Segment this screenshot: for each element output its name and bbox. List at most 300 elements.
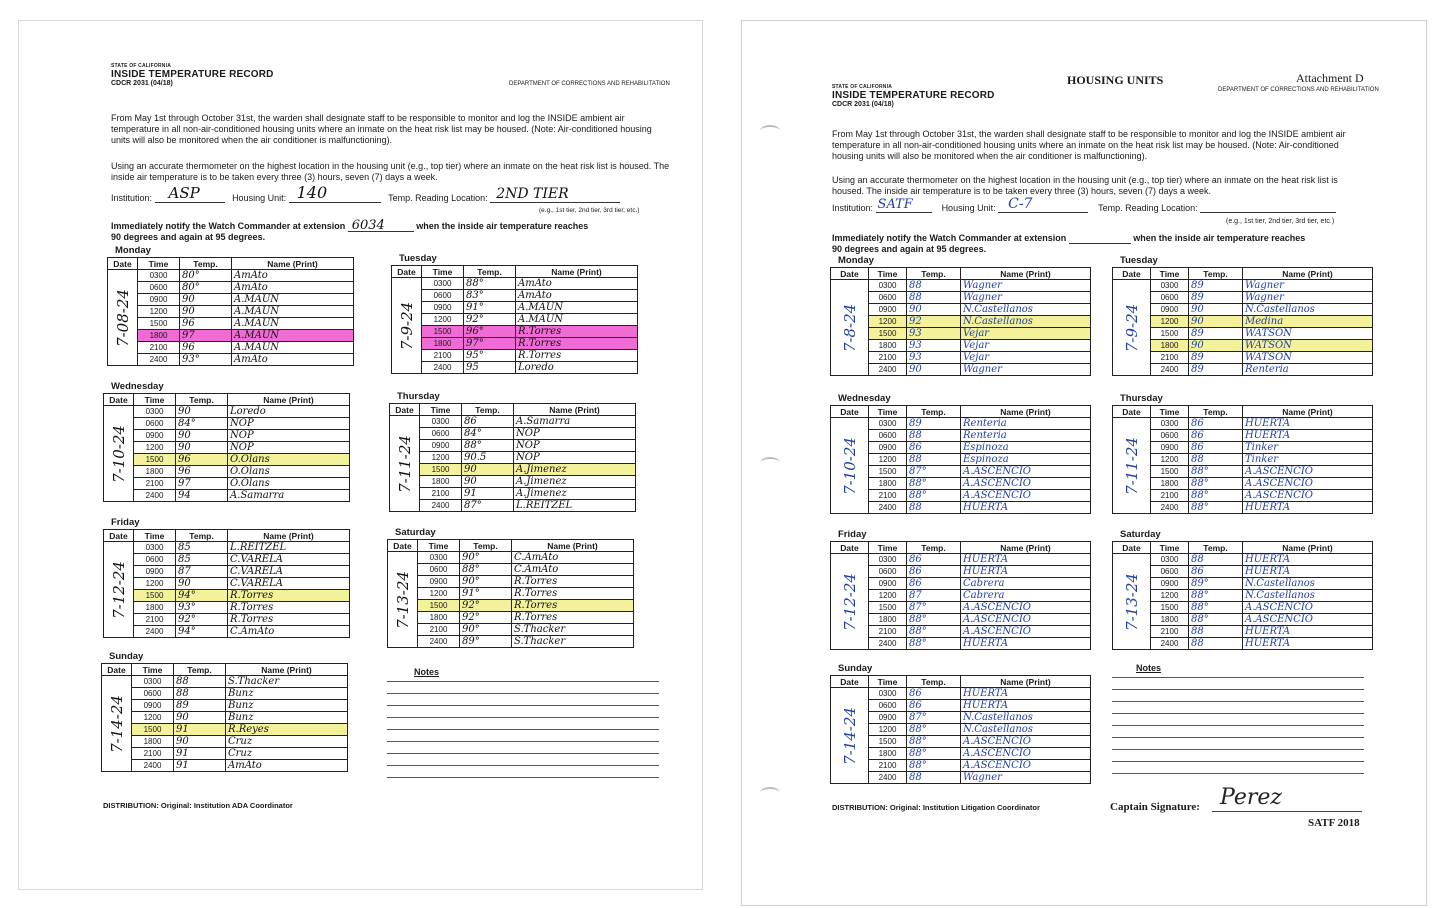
punch-hole (760, 457, 780, 469)
notes-line (387, 777, 659, 778)
table-row (831, 478, 1091, 490)
name-cell: A.MAUN (516, 314, 638, 326)
time-cell: 0600 (132, 688, 174, 700)
table-row (102, 688, 348, 700)
name-cell: WATSON (1243, 340, 1373, 352)
date-cell (1113, 554, 1151, 650)
table-row (392, 362, 638, 374)
time-cell: 0900 (138, 294, 180, 306)
right-day-label-monday: Monday (838, 255, 874, 266)
name-cell: Bunz (226, 700, 348, 712)
table-row (104, 590, 350, 602)
date-cell (831, 554, 869, 650)
table-row (831, 748, 1091, 760)
left-housing-label: Housing Unit: (232, 193, 287, 203)
temp-cell: 93° (176, 602, 228, 614)
date-cell (1113, 280, 1151, 376)
time-cell: 0900 (869, 304, 907, 316)
temp-cell: 88° (907, 638, 961, 650)
temp-cell: 88 (907, 280, 961, 292)
name-cell: A.ASCENCIO (1243, 466, 1373, 478)
column-header-time: Time (422, 266, 464, 278)
temp-cell: 90.5 (462, 452, 514, 464)
column-header-name: Name (Print) (961, 676, 1091, 688)
table-row (1113, 304, 1373, 316)
time-cell: 0900 (869, 442, 907, 454)
column-header-date: Date (1113, 542, 1151, 554)
left-table-sunday (101, 663, 348, 772)
table-row (831, 638, 1091, 650)
table-row (104, 554, 350, 566)
temp-cell: 90 (1189, 304, 1243, 316)
time-cell: 1800 (422, 338, 464, 350)
temp-cell: 89 (1189, 364, 1243, 376)
table-row (831, 614, 1091, 626)
temp-cell: 88° (907, 760, 961, 772)
time-cell: 2400 (869, 364, 907, 376)
time-cell: 1200 (1151, 316, 1189, 328)
date-cell (831, 280, 869, 376)
temp-cell: 96° (464, 326, 516, 338)
name-cell: Cabrera (961, 590, 1091, 602)
temp-cell: 88° (1189, 490, 1243, 502)
name-cell: A.Jimenez (514, 488, 636, 500)
name-cell: WATSON (1243, 328, 1373, 340)
temp-cell: 86 (907, 700, 961, 712)
temp-cell: 95 (464, 362, 516, 374)
name-cell: C.AmAto (512, 564, 634, 576)
name-cell: A.ASCENCIO (1243, 478, 1373, 490)
table-row (108, 282, 354, 294)
date-value: 7-13-24 (393, 570, 412, 629)
notes-line (387, 765, 659, 766)
column-header-name: Name (Print) (1243, 542, 1373, 554)
temp-cell: 86 (907, 566, 961, 578)
temp-cell: 88 (907, 772, 961, 784)
table-row (104, 566, 350, 578)
name-cell: A.MAUN (232, 342, 354, 354)
date-value: 7-12-24 (840, 572, 859, 631)
table-row (831, 292, 1091, 304)
temp-cell: 90 (1189, 316, 1243, 328)
table-row (1113, 614, 1373, 626)
name-cell: A.ASCENCIO (961, 602, 1091, 614)
column-header-temp: Temp. (907, 406, 961, 418)
time-cell: 1200 (134, 442, 176, 454)
temp-cell: 88 (1189, 554, 1243, 566)
column-header-name: Name (Print) (232, 258, 354, 270)
temp-cell: 88° (1189, 466, 1243, 478)
column-header-temp: Temp. (174, 664, 226, 676)
column-header-time: Time (138, 258, 180, 270)
table-row (1113, 442, 1373, 454)
table-row (388, 564, 634, 576)
temp-cell: 86 (907, 578, 961, 590)
temp-cell: 84° (462, 428, 514, 440)
temp-cell: 86 (907, 688, 961, 700)
table-row (388, 576, 634, 588)
date-value: 7-10-24 (840, 436, 859, 495)
time-cell: 1800 (138, 330, 180, 342)
name-cell: A.ASCENCIO (961, 490, 1091, 502)
left-intro-paragraph: From May 1st through October 31st, the warden shall designate staff to be responsible to monitor and log the INSIDE ambient air temperature in all non-air-conditioned housing units where an inmate on the heat risk list may be housed. (Note: Air-conditioned housing units will also be monitored when the air conditioner is malfunctioning). (111, 113, 652, 145)
name-cell: C.VARELA (228, 578, 350, 590)
left-table-friday (103, 529, 350, 638)
right-notify-a: Immediately notify the Watch Commander at extension (832, 233, 1067, 243)
name-cell: A.MAUN (232, 330, 354, 342)
table-row (831, 712, 1091, 724)
temp-cell: 85 (176, 542, 228, 554)
name-cell: C.AmAto (512, 552, 634, 564)
temp-cell: 97 (176, 478, 228, 490)
name-cell: HUERTA (1243, 638, 1373, 650)
left-housing-value: 140 (296, 183, 328, 202)
table-row (108, 318, 354, 330)
time-cell: 1200 (1151, 454, 1189, 466)
table-row (390, 476, 636, 488)
table-row (831, 554, 1091, 566)
column-header-date: Date (831, 542, 869, 554)
right-thermometer-paragraph: Using an accurate thermometer on the highest location in the housing unit (e.g., top tier) where an inmate on the heat risk list is housed. The inside air temperature is to be taken every three (3) hours, seven (7) days a week. (832, 175, 1338, 196)
column-header-time: Time (1151, 406, 1189, 418)
table-row (1113, 466, 1373, 478)
table-row (108, 354, 354, 366)
time-cell: 2400 (132, 760, 174, 772)
time-cell: 0300 (1151, 280, 1189, 292)
table-row (1113, 590, 1373, 602)
temp-cell: 87° (907, 712, 961, 724)
name-cell: Vejar (961, 352, 1091, 364)
time-cell: 0600 (422, 290, 464, 302)
left-day-label-thursday: Thursday (397, 391, 440, 402)
table-row (831, 688, 1091, 700)
temp-cell: 93 (907, 340, 961, 352)
left-institution-field (155, 184, 225, 203)
name-cell: Espinoza (961, 442, 1091, 454)
temp-cell: 86 (1189, 566, 1243, 578)
temp-cell: 88 (1189, 626, 1243, 638)
column-header-time: Time (869, 676, 907, 688)
time-cell: 0900 (418, 576, 460, 588)
time-cell: 1500 (132, 724, 174, 736)
temp-cell: 89° (460, 636, 512, 648)
captain-signature: Perez (1220, 785, 1282, 810)
temp-cell: 91 (174, 760, 226, 772)
table-row (104, 478, 350, 490)
name-cell: A.MAUN (516, 302, 638, 314)
right-housing-field (998, 196, 1088, 213)
table-row (831, 578, 1091, 590)
temp-cell: 89 (907, 418, 961, 430)
time-cell: 2400 (134, 626, 176, 638)
table-row (102, 736, 348, 748)
name-cell: A.ASCENCIO (961, 760, 1091, 772)
name-cell: Wagner (961, 292, 1091, 304)
notes-line (1112, 701, 1364, 702)
column-header-temp: Temp. (907, 542, 961, 554)
column-header-name: Name (Print) (228, 530, 350, 542)
temp-cell: 92° (464, 314, 516, 326)
temp-cell: 88 (907, 454, 961, 466)
time-cell: 2100 (869, 352, 907, 364)
table-row (831, 490, 1091, 502)
name-cell: Tinker (1243, 442, 1373, 454)
right-intro-paragraph: From May 1st through October 31st, the warden shall designate staff to be responsible to monitor and log the INSIDE ambient air temperature in all non-air-conditioned housing units where an inmate on the heat risk list may be housed. (Note: Air-conditioned housing units will also be monitored when the air conditioner is malfunctioning). (832, 129, 1346, 161)
time-cell: 0900 (134, 566, 176, 578)
name-cell: Wagner (961, 772, 1091, 784)
time-cell: 0600 (1151, 430, 1189, 442)
name-cell: Espinoza (961, 454, 1091, 466)
temp-cell: 90 (176, 430, 228, 442)
name-cell: Vejar (961, 340, 1091, 352)
column-header-time: Time (1151, 268, 1189, 280)
column-header-time: Time (1151, 542, 1189, 554)
name-cell: A.ASCENCIO (961, 748, 1091, 760)
left-table-saturday (387, 539, 634, 648)
column-header-time: Time (869, 542, 907, 554)
signature-line (1212, 811, 1362, 812)
temp-cell: 92° (176, 614, 228, 626)
name-cell: Loredo (228, 406, 350, 418)
left-department: DEPARTMENT OF CORRECTIONS AND REHABILITATION (509, 81, 670, 87)
right-department: DEPARTMENT OF CORRECTIONS AND REHABILITATION (1218, 87, 1379, 93)
right-form-number: CDCR 2031 (04/18) (832, 101, 894, 108)
time-cell: 2400 (869, 502, 907, 514)
column-header-name: Name (Print) (1243, 406, 1373, 418)
date-cell (831, 688, 869, 784)
table-row (392, 326, 638, 338)
name-cell: AmAto (232, 282, 354, 294)
name-cell: HUERTA (1243, 418, 1373, 430)
name-cell: R.Torres (228, 602, 350, 614)
name-cell: Bunz (226, 712, 348, 724)
table-row (831, 454, 1091, 466)
name-cell: HUERTA (961, 638, 1091, 650)
temp-cell: 90 (180, 306, 232, 318)
table-row (104, 454, 350, 466)
name-cell: HUERTA (961, 566, 1091, 578)
left-header (111, 63, 274, 87)
left-distribution: DISTRIBUTION: Original: Institution ADA Coordinator (103, 801, 293, 810)
column-header-time: Time (420, 404, 462, 416)
table-row (390, 428, 636, 440)
table-row (102, 748, 348, 760)
column-header-temp: Temp. (462, 404, 514, 416)
column-header-date: Date (392, 266, 422, 278)
time-cell: 2100 (420, 488, 462, 500)
temp-cell: 89 (174, 700, 226, 712)
column-header-temp: Temp. (907, 676, 961, 688)
name-cell: Renteria (1243, 364, 1373, 376)
temp-cell: 90 (180, 294, 232, 306)
temp-cell: 90 (174, 712, 226, 724)
temp-cell: 87 (907, 590, 961, 602)
table-row (388, 552, 634, 564)
table-row (1113, 418, 1373, 430)
temp-cell: 88 (1189, 454, 1243, 466)
name-cell: S.Thacker (226, 676, 348, 688)
temp-cell: 91 (174, 724, 226, 736)
time-cell: 0900 (1151, 578, 1189, 590)
time-cell: 0600 (869, 292, 907, 304)
time-cell: 1800 (1151, 340, 1189, 352)
temp-cell: 86 (907, 442, 961, 454)
temp-cell: 88° (1189, 602, 1243, 614)
notes-line (1112, 689, 1364, 690)
time-cell: 0300 (134, 542, 176, 554)
name-cell: A.ASCENCIO (961, 736, 1091, 748)
column-header-temp: Temp. (180, 258, 232, 270)
left-institution-label: Institution: (111, 193, 153, 203)
name-cell: A.ASCENCIO (1243, 490, 1373, 502)
table-row (1113, 502, 1373, 514)
temp-cell: 88° (907, 626, 961, 638)
temp-cell: 91° (464, 302, 516, 314)
name-cell: AmAto (232, 354, 354, 366)
right-notify-text (832, 233, 1372, 255)
table-row (390, 500, 636, 512)
right-housing-label: Housing Unit: (941, 203, 996, 213)
column-header-date: Date (831, 268, 869, 280)
table-row (1113, 292, 1373, 304)
time-cell: 0300 (420, 416, 462, 428)
temp-cell: 86 (1189, 442, 1243, 454)
table-row (831, 340, 1091, 352)
table-row (104, 602, 350, 614)
column-header-name: Name (Print) (961, 268, 1091, 280)
temp-cell: 90 (1189, 340, 1243, 352)
right-table-monday (830, 267, 1091, 376)
name-cell: WATSON (1243, 352, 1373, 364)
notes-line (1112, 737, 1364, 738)
name-cell: A.Samarra (514, 416, 636, 428)
notes-line (387, 717, 659, 718)
table-row (388, 636, 634, 648)
name-cell: N.Castellanos (961, 316, 1091, 328)
temp-cell: 96 (176, 454, 228, 466)
column-header-temp: Temp. (1189, 268, 1243, 280)
temp-cell: 89 (1189, 280, 1243, 292)
table-row (831, 364, 1091, 376)
temp-cell: 90 (462, 464, 514, 476)
temp-cell: 94° (176, 626, 228, 638)
time-cell: 2400 (869, 638, 907, 650)
left-table-monday (107, 257, 354, 366)
table-row (1113, 566, 1373, 578)
table-row (1113, 316, 1373, 328)
table-row (831, 502, 1091, 514)
column-header-name: Name (Print) (226, 664, 348, 676)
name-cell: A.MAUN (232, 306, 354, 318)
time-cell: 1800 (420, 476, 462, 488)
right-notify-b: when the inside air temperature reaches (1133, 233, 1306, 243)
date-cell (1113, 418, 1151, 514)
name-cell: NOP (514, 440, 636, 452)
notes-line (387, 681, 659, 682)
date-value: 7-11-24 (395, 434, 414, 493)
left-notify-a: Immediately notify the Watch Commander at extension (111, 221, 346, 231)
left-reading-hint: (e.g., 1st tier, 2nd tier, 3rd tier, etc.) (539, 207, 640, 214)
name-cell: N.Castellanos (1243, 304, 1373, 316)
time-cell: 1800 (869, 748, 907, 760)
right-reading-hint: (e.g., 1st tier, 2nd tier, 3rd tier, etc.) (1226, 218, 1335, 225)
temp-cell: 90 (176, 578, 228, 590)
table-row (1113, 328, 1373, 340)
temp-cell: 93 (907, 328, 961, 340)
name-cell: Cruz (226, 748, 348, 760)
left-table-wednesday (103, 393, 350, 502)
name-cell: A.ASCENCIO (961, 466, 1091, 478)
time-cell: 0300 (1151, 418, 1189, 430)
name-cell: AmAto (226, 760, 348, 772)
name-cell: R.Torres (512, 576, 634, 588)
left-table-thursday (389, 403, 636, 512)
left-extension-field (348, 218, 414, 233)
date-value: 7-12-24 (109, 560, 128, 619)
time-cell: 1200 (134, 578, 176, 590)
time-cell: 0600 (134, 418, 176, 430)
column-header-name: Name (Print) (512, 540, 634, 552)
name-cell: C.VARELA (228, 566, 350, 578)
name-cell: N.Castellanos (961, 712, 1091, 724)
table-row (392, 302, 638, 314)
temp-cell: 89 (1189, 352, 1243, 364)
time-cell: 1800 (418, 612, 460, 624)
temp-cell: 89 (1189, 328, 1243, 340)
name-cell: C.VARELA (228, 554, 350, 566)
left-form-title: INSIDE TEMPERATURE RECORD (111, 69, 274, 80)
table-row (831, 430, 1091, 442)
right-extension-field (1069, 234, 1131, 244)
time-cell: 1200 (132, 712, 174, 724)
name-cell: A.ASCENCIO (961, 626, 1091, 638)
temp-cell: 90 (462, 476, 514, 488)
column-header-date: Date (104, 394, 134, 406)
punch-hole (760, 125, 780, 137)
name-cell: R.Torres (516, 350, 638, 362)
time-cell: 2400 (1151, 502, 1189, 514)
time-cell: 0600 (869, 566, 907, 578)
table-row (392, 314, 638, 326)
time-cell: 2400 (869, 772, 907, 784)
captain-signature-label: Captain Signature: (1110, 801, 1200, 813)
name-cell: Wagner (961, 280, 1091, 292)
time-cell: 1200 (869, 454, 907, 466)
time-cell: 1500 (1151, 602, 1189, 614)
temp-cell: 86 (1189, 418, 1243, 430)
time-cell: 1800 (869, 614, 907, 626)
right-table-tuesday (1112, 267, 1373, 376)
time-cell: 0300 (418, 552, 460, 564)
table-row (104, 542, 350, 554)
table-row (831, 626, 1091, 638)
date-value: 7-14-24 (107, 694, 126, 753)
table-row (1113, 578, 1373, 590)
left-fields-row (111, 183, 620, 203)
temp-cell: 80° (180, 270, 232, 282)
table-row (1113, 626, 1373, 638)
time-cell: 0600 (138, 282, 180, 294)
table-row (108, 342, 354, 354)
time-cell: 0600 (420, 428, 462, 440)
temp-cell: 93 (907, 352, 961, 364)
column-header-name: Name (Print) (516, 266, 638, 278)
table-row (390, 488, 636, 500)
temp-cell: 86 (907, 554, 961, 566)
name-cell: S.Thacker (512, 636, 634, 648)
name-cell: C.AmAto (228, 626, 350, 638)
time-cell: 1500 (418, 600, 460, 612)
